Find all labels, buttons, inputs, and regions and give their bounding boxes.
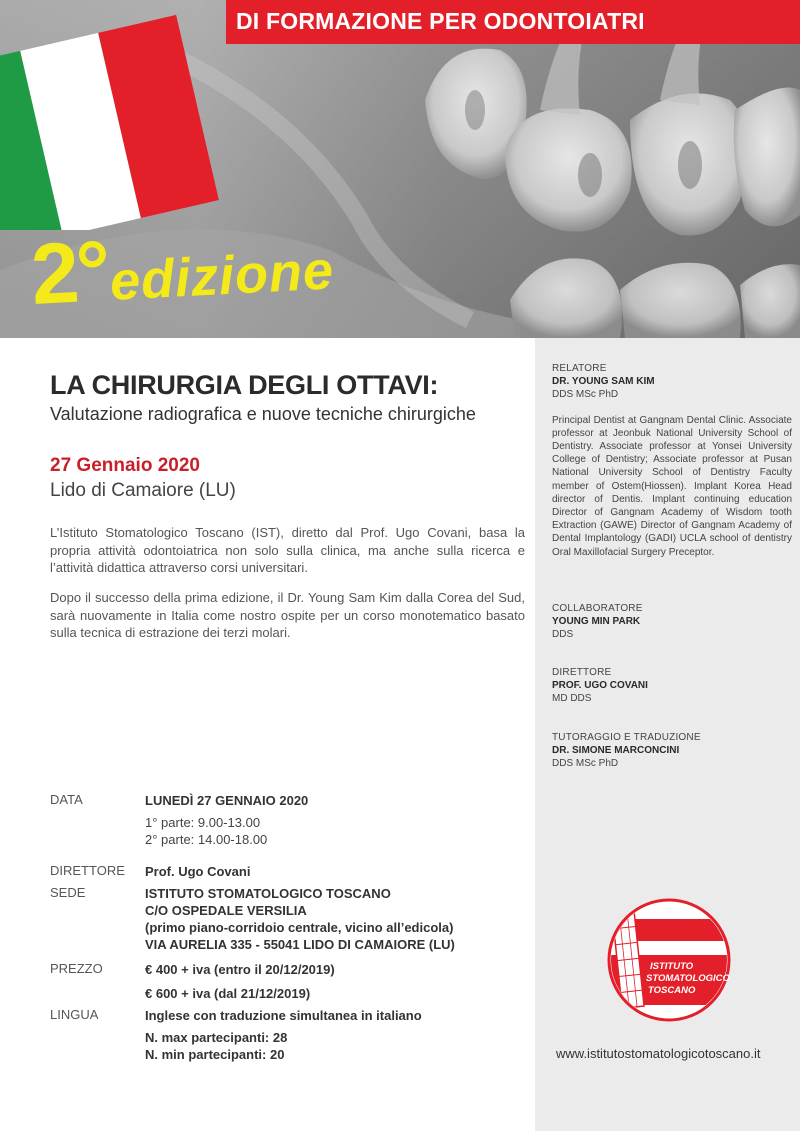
tutoraggio-block [552, 731, 792, 771]
prezzo-label: PREZZO [50, 961, 103, 976]
direttore-title: MD DDS [552, 693, 592, 705]
min-participants: N. min partecipanti: 20 [145, 1047, 285, 1062]
course-place: Lido di Camaiore (LU) [50, 480, 236, 501]
sede-line-3: (primo piano-corridoio centrale, vicino all’edicola) [145, 920, 454, 935]
tutoraggio-title: DDS MSc PhD [552, 758, 619, 770]
edition-word: edizione [108, 240, 336, 312]
lingua-value: Inglese con traduzione simultanea in italiano [145, 1008, 422, 1023]
italian-flag-icon [0, 0, 230, 230]
relatore-block [552, 362, 792, 559]
data-label: DATA [50, 792, 83, 807]
data-value: LUNEDÌ 27 GENNAIO 2020 [145, 793, 309, 808]
collaboratore-name: YOUNG MIN PARK [552, 616, 641, 628]
course-subtitle: Valutazione radiografica e nuove tecniche chirurgiche [50, 404, 476, 424]
top-banner [226, 0, 800, 44]
part-1-time: 1° parte: 9.00-13.00 [145, 815, 261, 830]
banner-text: DI FORMAZIONE PER ODONTOIATRI [236, 8, 645, 34]
sede-label: SEDE [50, 885, 86, 900]
lingua-label: LINGUA [50, 1007, 99, 1022]
direttore-label: DIRETTORE [50, 863, 125, 878]
relatore-bio: Principal Dentist at Gangnam Dental Clinic. Associate professor at Jeonbuk National University School of Dentistry. Associate professor at Yonsei University College of Dentistry; Associate professor at Pusan National University School of Dentistry Faculty member of Ostem(Hiossen). Implant Korea Head director of Dentis. Implant continuing education Director of Gangnam Academy of Wisdom tooth Extraction (GAWE) Director of Gangnam Academy of Dental Implantology (GADI) UCLA school of dentistry Oral Maxillofacial Surgery Preceptor. [552, 414, 792, 558]
tutoraggio-role: TUTORAGGIO E TRADUZIONE [552, 732, 701, 743]
direttore-name: PROF. UGO COVANI [552, 680, 648, 692]
relatore-name: DR. YOUNG SAM KIM [552, 376, 655, 388]
max-participants: N. max partecipanti: 28 [145, 1030, 288, 1045]
sede-line-4: VIA AURELIA 335 - 55041 LIDO DI CAMAIORE (LU) [145, 937, 455, 952]
part-2-time: 2° parte: 14.00-18.00 [145, 832, 268, 847]
collaboratore-title: DDS [552, 629, 574, 641]
logo-line-3: TOSCANO [648, 985, 696, 996]
relatore-role: RELATORE [552, 363, 607, 374]
ist-logo [606, 897, 732, 1023]
prezzo-late: € 600 + iva (dal 21/12/2019) [145, 986, 311, 1001]
prezzo-early: € 400 + iva (entro il 20/12/2019) [145, 962, 335, 977]
course-date: 27 Gennaio 2020 [50, 455, 200, 476]
sede-line-2: C/O OSPEDALE VERSILIA [145, 903, 307, 918]
course-title: LA CHIRURGIA DEGLI OTTAVI: [50, 370, 439, 400]
logo-line-2: STOMATOLOGICO [646, 973, 730, 984]
collaboratore-block [552, 602, 792, 642]
hero-xray-banner [0, 0, 800, 338]
edition-label [29, 210, 336, 325]
collaboratore-role: COLLABORATORE [552, 603, 643, 614]
direttore-block [552, 666, 792, 706]
edition-number: 2° [28, 223, 111, 324]
direttore-role: DIRETTORE [552, 667, 612, 678]
website-link[interactable]: www.istitutostomatologicotoscano.it [556, 1046, 761, 1061]
sede-line-1: ISTITUTO STOMATOLOGICO TOSCANO [145, 886, 391, 901]
description-paragraph: Dopo il successo della prima edizione, il Dr. Young Sam Kim dalla Corea del Sud, sarà nuovamente in Italia come nostro ospite per un corso monotematico basato sulla tecnica di estrazione dei terzi molari. [50, 590, 525, 640]
logo-line-1: ISTITUTO [650, 961, 694, 972]
direttore-value: Prof. Ugo Covani [145, 864, 251, 879]
tutoraggio-name: DR. SIMONE MARCONCINI [552, 745, 680, 757]
intro-paragraph: L’Istituto Stomatologico Toscano (IST), diretto dal Prof. Ugo Covani, basa la propria attività odontoiatrica non solo sulla clinica, ma anche sulla ricerca e l’attività didattica attraverso corsi universitari. [50, 525, 525, 575]
relatore-title: DDS MSc PhD [552, 389, 619, 401]
